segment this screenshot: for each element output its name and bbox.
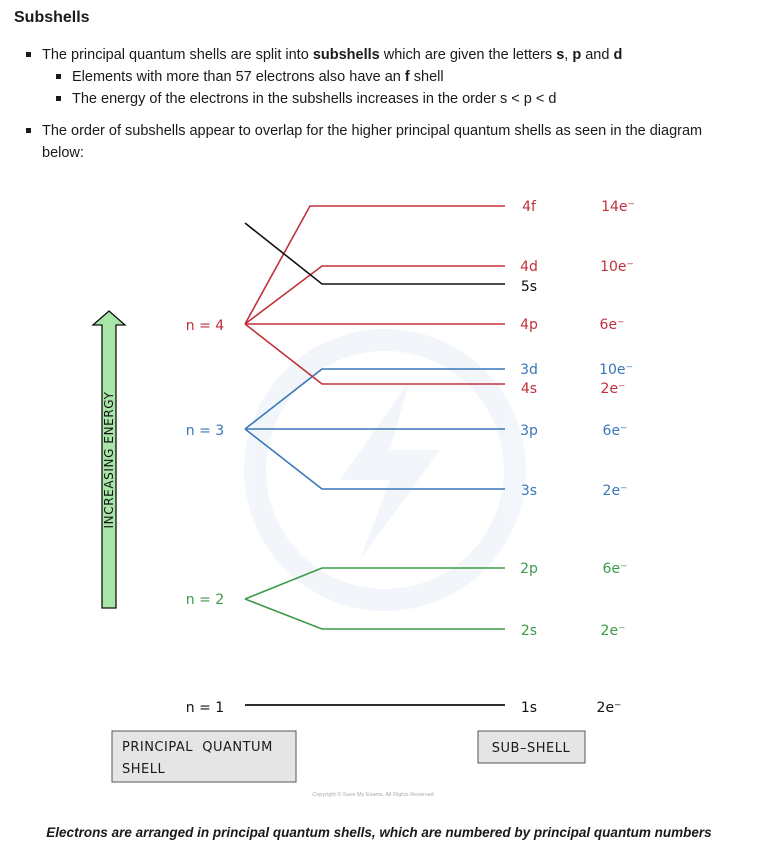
bullet-bold: d [613,47,623,63]
bullet-bold: subshells [312,47,380,63]
subshell-label-2s: 2s [520,623,538,639]
electron-count-4d: 10e⁻ [600,259,634,275]
energy-arrow-label: INCREASING ENERGY [102,391,116,529]
shell-label-n2: n = 2 [185,592,225,608]
subshell-label-3p: 3p [520,423,538,439]
electron-count-3d: 10e⁻ [599,362,633,378]
electron-count-3s: 2e⁻ [602,483,628,499]
bullet-text: Elements with more than 57 electrons also have an [72,69,405,85]
level-4d [245,266,505,324]
subshell-label-5s: 5s [520,279,538,295]
subshell-label-3s: 3s [520,483,538,499]
section-title: Subshells [14,9,90,26]
level-5s [245,223,505,284]
subshell-label-4f: 4f [522,199,536,215]
electron-count-4f: 14e⁻ [601,199,635,215]
bullet-bold: f [404,69,410,85]
principal-shell-box-line1: PRINCIPAL QUANTUM [122,740,273,755]
sub-shell-box-label: SUB–SHELL [491,741,571,756]
principal-shell-box-line2: SHELL [122,762,166,777]
sub-bullet-item: The energy of the electrons in the subshells increases in the order s < p < d [42,88,740,110]
shell-label-n3: n = 3 [185,423,225,439]
level-4f [245,206,505,324]
shell-label-n1: n = 1 [185,700,225,716]
subshell-label-4d: 4d [520,259,538,275]
bullet-text: The principal quantum shells are split into [42,47,313,63]
bullet-text: and [581,47,614,63]
electron-count-2s: 2e⁻ [600,623,626,639]
electron-count-1s: 2e⁻ [596,700,622,716]
subshell-label-4p: 4p [520,317,538,333]
electron-count-4s: 2e⁻ [600,381,626,397]
copyright-text: Copyright © Save My Exams. All Rights Reserved [312,792,434,798]
bullet-bold: s [556,47,565,63]
shell-label-n4: n = 4 [185,318,225,334]
bullet-text: shell [409,69,444,85]
watermark-logo [255,340,515,600]
bullet-text: which are given the letters [379,47,557,63]
electron-count-2p: 6e⁻ [602,561,628,577]
subshell-label-4s: 4s [520,381,538,397]
bullet-text: , [564,47,573,63]
subshell-label-3d: 3d [520,362,538,378]
subshell-label-1s: 1s [520,700,538,716]
bullet-item: The order of subshells appear to overlap for the higher principal quantum shells as seen in the diagram below: [0,120,740,164]
figure-caption: Electrons are arranged in principal quantum shells, which are numbered by principal quantum numbers [46,825,712,840]
bullet-bold: p [572,47,582,63]
electron-count-4p: 6e⁻ [599,317,625,333]
electron-count-3p: 6e⁻ [602,423,628,439]
subshell-label-2p: 2p [520,561,538,577]
